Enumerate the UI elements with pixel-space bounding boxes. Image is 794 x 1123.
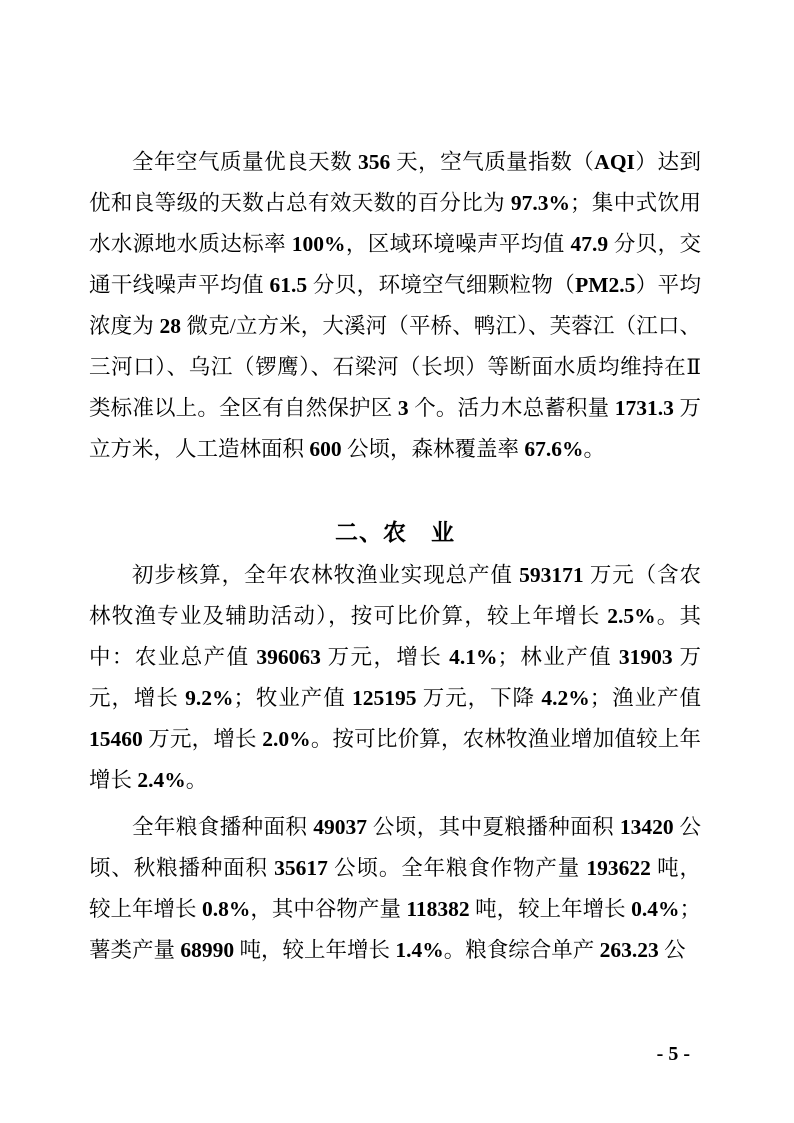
stat-value: 15460 [89, 727, 143, 751]
stat-value: 13420 [619, 815, 674, 839]
text-run: 吨，较上年增长 [89, 856, 701, 921]
text-run: 分贝，交通干线噪声平均值 [89, 232, 701, 297]
text-run: ；渔业产值 [589, 686, 701, 710]
text-run: 个。活力木总蓄积量 [408, 396, 615, 420]
stat-value: 356 [358, 150, 391, 174]
stat-value: 100% [291, 232, 346, 256]
stat-value: 0.4% [631, 897, 680, 921]
document-page [89, 0, 701, 971]
stat-value: 3 [397, 396, 409, 420]
stat-value: 4.2% [541, 686, 590, 710]
text-run: 。 [185, 768, 208, 792]
stat-value: 31903 [618, 645, 673, 669]
stat-value: 4.1% [449, 645, 498, 669]
text-run: 。按可比价算，农林牧渔业增加值较上年增长 [89, 727, 701, 792]
text-run: 公顷，森林覆盖率 [341, 437, 525, 461]
text-run: 万元，增长 [320, 645, 450, 669]
text-run: 公顷。全年粮食作物产量 [327, 856, 587, 880]
stat-value: PM2.5 [575, 273, 636, 297]
text-run: 万元，增长 [89, 645, 701, 710]
stat-value: 9.2% [185, 686, 234, 710]
text-run: ）达到优和良等级的天数占总有效天数的百分比为 [89, 150, 701, 215]
stat-value: 2.5% [607, 604, 656, 628]
stat-value: 67.6% [524, 437, 584, 461]
stat-value: 0.8% [201, 897, 251, 921]
text-run: ；集中式饮用水水源地水质达标率 [89, 191, 701, 256]
text-run: ；薯类产量 [89, 897, 701, 962]
text-run: 公顷、秋粮播种面积 [89, 815, 701, 880]
text-run: 。粮食综合单产 [443, 938, 600, 962]
text-run: 。其中：农业总产值 [89, 604, 701, 669]
stat-value: 600 [309, 437, 342, 461]
text-run: 初步核算，全年农林牧渔业实现总产值 [132, 563, 520, 587]
text-run: ）平均浓度为 [89, 273, 701, 338]
text-run: 吨，较上年增长 [469, 897, 632, 921]
paragraph-grain-production [89, 807, 701, 971]
stat-value: 1.4% [395, 938, 444, 962]
stat-value: 49037 [313, 815, 368, 839]
text-run: ，其中谷物产量 [250, 897, 407, 921]
text-run: 吨，较上年增长 [234, 938, 396, 962]
stat-value: 118382 [406, 897, 470, 921]
stat-value: 263.23 [599, 938, 659, 962]
stat-value: 193622 [586, 856, 651, 880]
stat-value: 61.5 [269, 273, 308, 297]
text-run: 全年空气质量优良天数 [132, 150, 359, 174]
stat-value: 396063 [256, 645, 321, 669]
text-run: 天，空气质量指数（ [390, 150, 595, 174]
stat-value: 97.3% [510, 191, 570, 215]
text-run: 全年粮食播种面积 [132, 815, 314, 839]
paragraph-agriculture-output [89, 555, 701, 801]
text-run: ；林业产值 [497, 645, 619, 669]
text-run: ，区域环境噪声平均值 [345, 232, 571, 256]
paragraph-environment-quality [89, 142, 701, 470]
text-run: 公顷，其中夏粮播种面积 [367, 815, 620, 839]
text-run: 公 [658, 938, 686, 962]
stat-value: 1731.3 [614, 396, 674, 420]
stat-value: 2.4% [137, 768, 186, 792]
text-run: 万元（含农林牧渔专业及辅助活动），按可比价算，较上年增长 [89, 563, 701, 628]
page-number: - 5 - [656, 1043, 690, 1065]
stat-value: AQI [594, 150, 635, 174]
text-run: 万元，增长 [142, 727, 263, 751]
stat-value: 47.9 [570, 232, 609, 256]
stat-value: 35617 [274, 856, 328, 880]
text-run: ；牧业产值 [233, 686, 352, 710]
stat-value: 125195 [351, 686, 417, 710]
stat-value: 2.0% [262, 727, 311, 751]
stat-value: 28 [159, 314, 181, 338]
stat-value: 593171 [519, 563, 584, 587]
section-heading-agriculture: 二、农 业 [335, 519, 455, 545]
text-run: 。 [583, 437, 606, 461]
text-run: 分贝，环境空气细颗粒物（ [307, 273, 576, 297]
text-run: 万立方米，人工造林面积 [89, 396, 701, 461]
text-run: 万元，下降 [416, 686, 542, 710]
stat-value: 68990 [180, 938, 235, 962]
text-run: 微克/立方米，大溪河（平桥、鸭江）、芙蓉江（江口、三河口）、乌江（锣鹰）、石梁河（长坝）等断面水质均维持在Ⅱ类标准以上。全区有自然保护区 [89, 314, 701, 420]
